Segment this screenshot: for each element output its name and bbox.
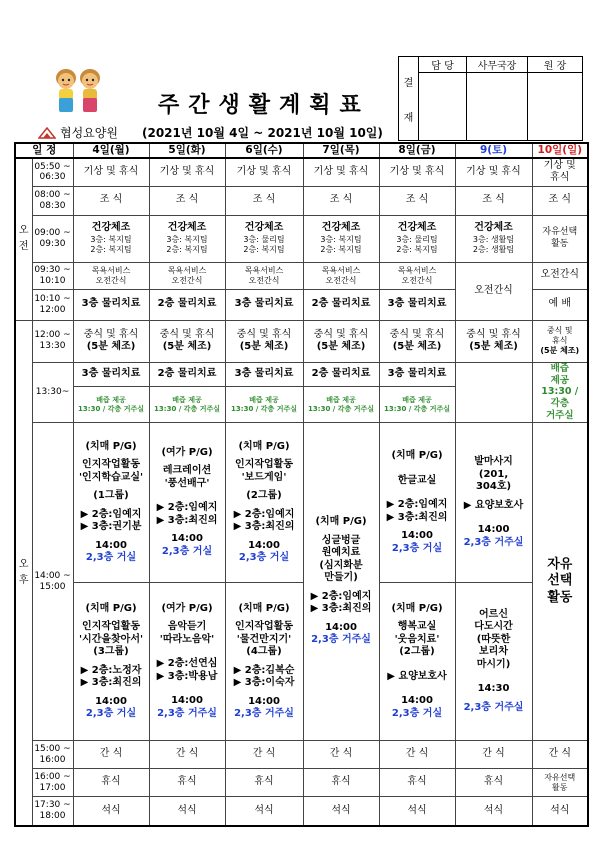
col-label: 일 정 <box>15 143 73 158</box>
approval-label: 결 재 <box>399 57 419 141</box>
program-cell: (치매 P/G) 한글교실 ▶ 2층:임예지 ▶ 3층:최진의 14:00 2,3층 거실 <box>379 423 455 583</box>
activity-cell: 중식 및 휴식 (5분 체조) <box>73 320 149 362</box>
drink-cell: 배즙 제공 13:30 / 각층 거주실 <box>379 387 455 423</box>
activity-cell: 중식 및 휴식 (5분 체조) <box>532 320 588 362</box>
header-row <box>15 143 588 158</box>
pm-label: 오 후 <box>15 320 32 825</box>
row-bath <box>15 262 588 289</box>
activity-cell: 자유선택 활동 <box>532 215 588 262</box>
activity-cell: 휴식 <box>455 769 532 797</box>
activity-cell: 간 식 <box>73 741 149 769</box>
activity-cell: 조 식 <box>379 186 455 215</box>
activity-cell: 중식 및 휴식 (5분 체조) <box>225 320 303 362</box>
activity-cell: 예 배 <box>532 289 588 320</box>
activity-cell: 간 식 <box>303 741 379 769</box>
activity-cell: 2층 물리치료 <box>303 362 379 387</box>
mascot-girl-icon <box>56 69 76 112</box>
program-cell: (치매 P/G) 인지작업활동 '인지학습교실' (1그룹) ▶ 2층:임예지 ▶ 3층:권기분 14:00 2,3층 거실 <box>73 423 149 583</box>
activity-cell: 조 식 <box>532 186 588 215</box>
activity-cell: 건강체조 3층: 복지팀 2층: 복지팀 <box>73 215 149 262</box>
org-label: 협성요양원 <box>60 126 118 140</box>
activity-cell: 휴식 <box>303 769 379 797</box>
org-name <box>38 124 118 141</box>
activity-cell: 2층 물리치료 <box>149 289 225 320</box>
time-cell: 05:50 ~ 06:30 <box>32 158 73 186</box>
time-cell: 10:10 ~ 12:00 <box>32 289 73 320</box>
activity-cell: 조 식 <box>225 186 303 215</box>
activity-cell: 휴식 <box>149 769 225 797</box>
row-dinner <box>15 797 588 826</box>
activity-cell: 건강체조 3층: 복지팀 2층: 복지팀 <box>303 215 379 262</box>
approval-box <box>398 56 583 141</box>
program-cell: 어르신 다도시간 (따뜻한 보리차 마시기) 14:30 2,3층 거주실 <box>455 583 532 741</box>
activity-cell: 중식 및 휴식 (5분 체조) <box>379 320 455 362</box>
time-cell: 16:00 ~ 17:00 <box>32 769 73 797</box>
program-cell: (치매 P/G) 행복교실 '웃음치료' (2그룹) ▶ 요양보호사 14:00 2,3층 거실 <box>379 583 455 741</box>
activity-cell: 건강체조 3층: 복지팀 2층: 복지팀 <box>149 215 225 262</box>
activity-cell: 3층 물리치료 <box>225 289 303 320</box>
program-cell: (여가 P/G) 음악듣기 '따라노음악' ▶ 2층:선연심 ▶ 3층:박용남 14:00 2,3층 거주실 <box>149 583 225 741</box>
activity-cell: 휴식 <box>73 769 149 797</box>
activity-cell: 휴식 <box>225 769 303 797</box>
activity-cell: 3층 물리치료 <box>379 362 455 387</box>
activity-cell: 중식 및 휴식 (5분 체조) <box>455 320 532 362</box>
approval-sign-director[interactable] <box>528 73 583 141</box>
time-cell: 17:30 ~ 18:00 <box>32 797 73 826</box>
day-header: 5일(화) <box>149 143 225 158</box>
row-snack <box>15 741 588 769</box>
activity-cell: 2층 물리치료 <box>303 289 379 320</box>
page-title: 주간생활계획표 <box>158 93 370 118</box>
drink-cell: 배즙 제공 13:30 / 각층 거주실 <box>225 387 303 423</box>
activity-cell: 기상 및 휴식 <box>379 158 455 186</box>
row-program-a <box>15 423 588 583</box>
schedule-period: (2021년 10월 4일 ~ 2021년 10월 10일) <box>142 126 383 140</box>
drink-cell: 배즙 제공 13:30 / 각층 거주실 <box>149 387 225 423</box>
activity-cell: 석식 <box>225 797 303 826</box>
activity-cell: 오전간식 <box>455 262 532 320</box>
mascot-illustration <box>52 68 128 116</box>
weekly-schedule-table <box>14 142 589 827</box>
activity-cell: 석식 <box>149 797 225 826</box>
program-cell: 자유 선택 활동 <box>532 423 588 741</box>
activity-cell: 목욕서비스 오전간식 <box>73 262 149 289</box>
activity-cell: 조 식 <box>73 186 149 215</box>
approval-col-director: 원 장 <box>528 57 583 73</box>
row-pt-pm <box>15 362 588 387</box>
activity-cell: 중식 및 휴식 (5분 체조) <box>303 320 379 362</box>
program-cell: (치매 P/G) 인지작업활동 '보드게임' (2그룹) ▶ 2층:임예지 ▶ 3층:최진의 14:00 2,3층 거실 <box>225 423 303 583</box>
day-header: 8일(금) <box>379 143 455 158</box>
activity-cell: 석식 <box>73 797 149 826</box>
time-cell: 13:30~ <box>32 362 73 422</box>
activity-cell: 기상 및 휴식 <box>303 158 379 186</box>
program-cell: (치매 P/G) 인지작업활동 '시간을찾아서' (3그룹) ▶ 2층:노정자 ▶ 3층:최진의 14:00 2,3층 거실 <box>73 583 149 741</box>
activity-cell: 3층 물리치료 <box>73 289 149 320</box>
row-wake <box>15 158 588 186</box>
drink-cell: 배즙 제공 13:30 / 각층 거주실 <box>73 387 149 423</box>
day-header: 6일(수) <box>225 143 303 158</box>
activity-cell: 3층 물리치료 <box>73 362 149 387</box>
time-cell: 09:30 ~ 10:10 <box>32 262 73 289</box>
program-cell: (치매 P/G) 싱글벙글 원예치료 (심지화분 만들기) ▶ 2층:임예지 ▶ 3층:최진의 14:00 2,3층 거주실 <box>303 423 379 741</box>
activity-cell: 건강체조 3층: 물리팀 2층: 복지팀 <box>379 215 455 262</box>
activity-cell: 조 식 <box>455 186 532 215</box>
time-cell: 08:00 ~ 08:30 <box>32 186 73 215</box>
activity-cell: 자유선택 활동 <box>532 769 588 797</box>
activity-cell: 기상 및 휴식 <box>455 158 532 186</box>
row-lunch <box>15 320 588 362</box>
row-program-b <box>15 583 588 741</box>
activity-cell: 목욕서비스 오전간식 <box>225 262 303 289</box>
time-cell: 15:00 ~ 16:00 <box>32 741 73 769</box>
activity-cell: 간 식 <box>379 741 455 769</box>
approval-col-manager: 사무국장 <box>467 57 528 73</box>
activity-cell: 조 식 <box>149 186 225 215</box>
time-cell: 12:00 ~ 13:30 <box>32 320 73 362</box>
activity-cell: 휴식 <box>379 769 455 797</box>
activity-cell: 석식 <box>303 797 379 826</box>
time-cell: 14:00 ~ 15:00 <box>32 423 73 741</box>
activity-cell: 석식 <box>532 797 588 826</box>
activity-cell: 석식 <box>379 797 455 826</box>
am-label: 오 전 <box>15 158 32 320</box>
activity-cell: 건강체조 3층: 물리팀 2층: 복지팀 <box>225 215 303 262</box>
activity-cell: 기상 및 휴식 <box>225 158 303 186</box>
approval-sign-staff[interactable] <box>419 73 467 141</box>
day-header-saturday: 9(토) <box>455 143 532 158</box>
activity-cell: 건강체조 3층: 생활팀 2층: 생활팀 <box>455 215 532 262</box>
day-header: 4일(월) <box>73 143 149 158</box>
mascot-boy-icon <box>80 69 100 112</box>
activity-cell: 2층 물리치료 <box>149 362 225 387</box>
activity-cell: 기상 및 휴식 <box>149 158 225 186</box>
activity-cell: 목욕서비스 오전간식 <box>379 262 455 289</box>
activity-cell: 간 식 <box>455 741 532 769</box>
time-cell: 09:00 ~ 09:30 <box>32 215 73 262</box>
activity-cell: 조 식 <box>303 186 379 215</box>
program-cell: 발마사지 (201, 304호) ▶ 요양보호사 14:00 2,3층 거주실 <box>455 423 532 583</box>
drink-cell: 배즙 제공 13:30 / 각층 거주실 <box>532 362 588 422</box>
activity-cell: 목욕서비스 오전간식 <box>303 262 379 289</box>
activity-cell <box>455 362 532 422</box>
program-cell: (여가 P/G) 레크레이션 '풍선배구' ▶ 2층:임예지 ▶ 3층:최진의 14:00 2,3층 거실 <box>149 423 225 583</box>
activity-cell: 오전간식 <box>532 262 588 289</box>
row-rest <box>15 769 588 797</box>
activity-cell: 중식 및 휴식 (5분 체조) <box>149 320 225 362</box>
row-breakfast <box>15 186 588 215</box>
approval-col-staff: 담 당 <box>419 57 467 73</box>
approval-sign-manager[interactable] <box>467 73 528 141</box>
day-header: 7일(목) <box>303 143 379 158</box>
row-exercise <box>15 215 588 262</box>
activity-cell: 간 식 <box>225 741 303 769</box>
activity-cell: 간 식 <box>532 741 588 769</box>
activity-cell: 목욕서비스 오전간식 <box>149 262 225 289</box>
org-logo-icon <box>38 127 56 139</box>
activity-cell: 간 식 <box>149 741 225 769</box>
drink-cell: 배즙 제공 13:30 / 각층 거주실 <box>303 387 379 423</box>
day-header-sunday: 10일(일) <box>532 143 588 158</box>
activity-cell: 3층 물리치료 <box>225 362 303 387</box>
program-cell: (치매 P/G) 인지작업활동 '물건만지기' (4그룹) ▶ 2층:김복순 ▶ 3층:이숙자 14:00 2,3층 거주실 <box>225 583 303 741</box>
activity-cell: 3층 물리치료 <box>379 289 455 320</box>
activity-cell: 석식 <box>455 797 532 826</box>
activity-cell: 기상 및 휴식 <box>73 158 149 186</box>
activity-cell: 기상 및 휴식 <box>532 158 588 186</box>
